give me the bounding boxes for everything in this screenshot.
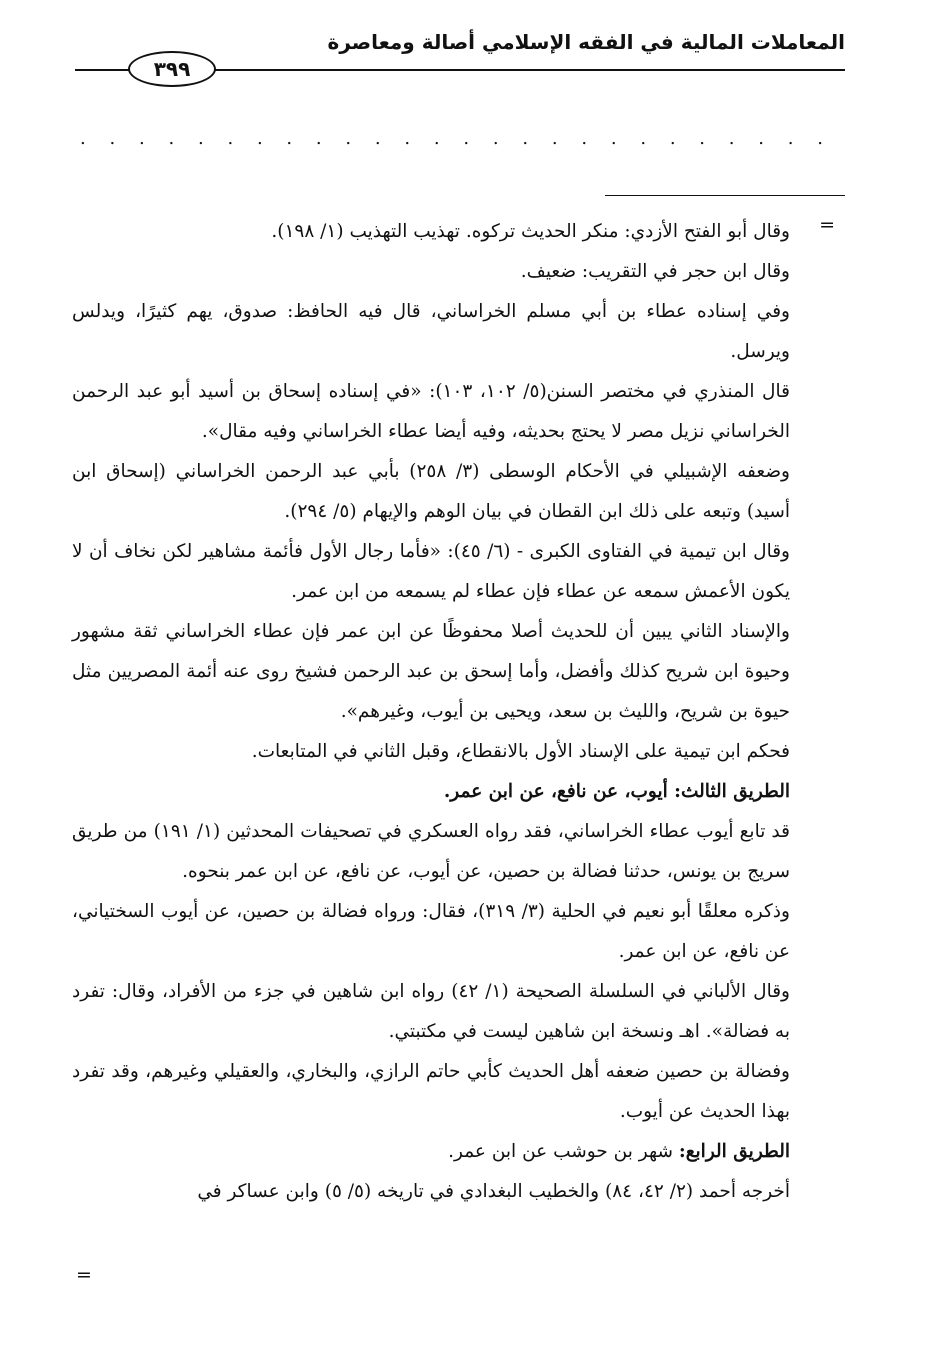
omission-dots: . . . . . . . . . . . . . . . . . . . . . . . . . . (80, 128, 825, 149)
running-header-title: المعاملات المالية في الفقه الإسلامي أصالة ومعاصرة (327, 30, 845, 54)
paragraph: وقال أبو الفتح الأزدي: منكر الحديث تركوه. تهذيب التهذيب (١/ ١٩٨). (271, 221, 790, 242)
paragraph: قد تابع أيوب عطاء الخراساني، فقد رواه العسكري في تصحيفات المحدثين (١/ ١٩١) من طريق سريج بن يونس، حدثنا فضالة بن حصين، عن أيوب، عن نافع، عن ابن عمر بنحوه. (72, 821, 790, 882)
page-number: ٣٩٩ (128, 51, 216, 87)
paragraph: والإسناد الثاني يبين أن للحديث أصلا محفوظًا عن ابن عمر فإن عطاء الخراساني ثقة مشهور وحيوة ابن شريح كذلك وأفضل، وأما إسحق بن عبد الرحمن فشيخ روى عنه أئمة المصريين مثل حيوة بن شريح، والليث بن سعد، ويحيى بن أيوب، وغيرهم». (72, 621, 790, 722)
paragraph: وقال الألباني في السلسلة الصحيحة (١/ ٤٢) رواه ابن شاهين في جزء من الأفراد، وقال: تفرد به فضالة». اهـ ونسخة ابن شاهين ليست في مكتبتي. (72, 981, 790, 1042)
paragraph: وذكره معلقًا أبو نعيم في الحلية (٣/ ٣١٩)، فقال: ورواه فضالة بن حصين، عن أيوب السختياني، عن نافع، عن ابن عمر. (72, 901, 790, 962)
section-heading (72, 1132, 790, 1172)
section-heading (72, 772, 790, 812)
paragraph: أخرجه أحمد (٢/ ٤٢، ٨٤) والخطيب البغدادي في تاريخه (٥/ ٥) وابن عساكر في (197, 1181, 790, 1202)
paragraph: وقال ابن حجر في التقريب: ضعيف. (520, 261, 790, 282)
paragraph: وضعفه الإشبيلي في الأحكام الوسطى (٣/ ٢٥٨) بأبي عبد الرحمن الخراساني (إسحاق ابن أسيد) وتبعه على ذلك ابن القطان في بيان الوهم والإيهام (٥/ ٢٩٤). (72, 461, 790, 522)
paragraph: فحكم ابن تيمية على الإسناد الأول بالانقطاع، وقبل الثاني في المتابعات. (251, 741, 790, 762)
section-heading-label: الطريق الرابع: (678, 1141, 790, 1162)
footnote-continues-marker: = (76, 1264, 92, 1286)
paragraph: وقال ابن تيمية في الفتاوى الكبرى - (٦/ ٤٥): «فأما رجال الأول فأئمة مشاهير لكن نخاف أن لا يكون الأعمش سمعه عن عطاء فإن عطاء لم يسمعه من ابن عمر. (72, 541, 790, 602)
paragraph: وفضالة بن حصين ضعفه أهل الحديث كأبي حاتم الرازي، والبخاري، والعقيلي وغيرهم، وقد تفرد بهذا الحديث عن أيوب. (72, 1061, 790, 1122)
paragraph: وفي إسناده عطاء بن أبي مسلم الخراساني، قال فيه الحافظ: صدوق، يهم كثيرًا، ويدلس ويرسل. (72, 301, 790, 362)
footnote-body (72, 212, 790, 1212)
footnote-continuation-marker: = (819, 214, 835, 236)
paragraph: قال المنذري في مختصر السنن(٥/ ١٠٢، ١٠٣): «في إسناده إسحاق بن أسيد أبو عبد الرحمن الخراساني نزيل مصر لا يحتج بحديثه، وفيه أيضا عطاء الخراساني وفيه مقال». (72, 381, 790, 442)
section-heading-rest: شهر بن حوشب عن ابن عمر. (448, 1141, 679, 1162)
footnote-rule (605, 195, 845, 196)
section-heading-label: الطريق الثالث: أيوب، عن نافع، عن ابن عمر. (443, 781, 790, 802)
